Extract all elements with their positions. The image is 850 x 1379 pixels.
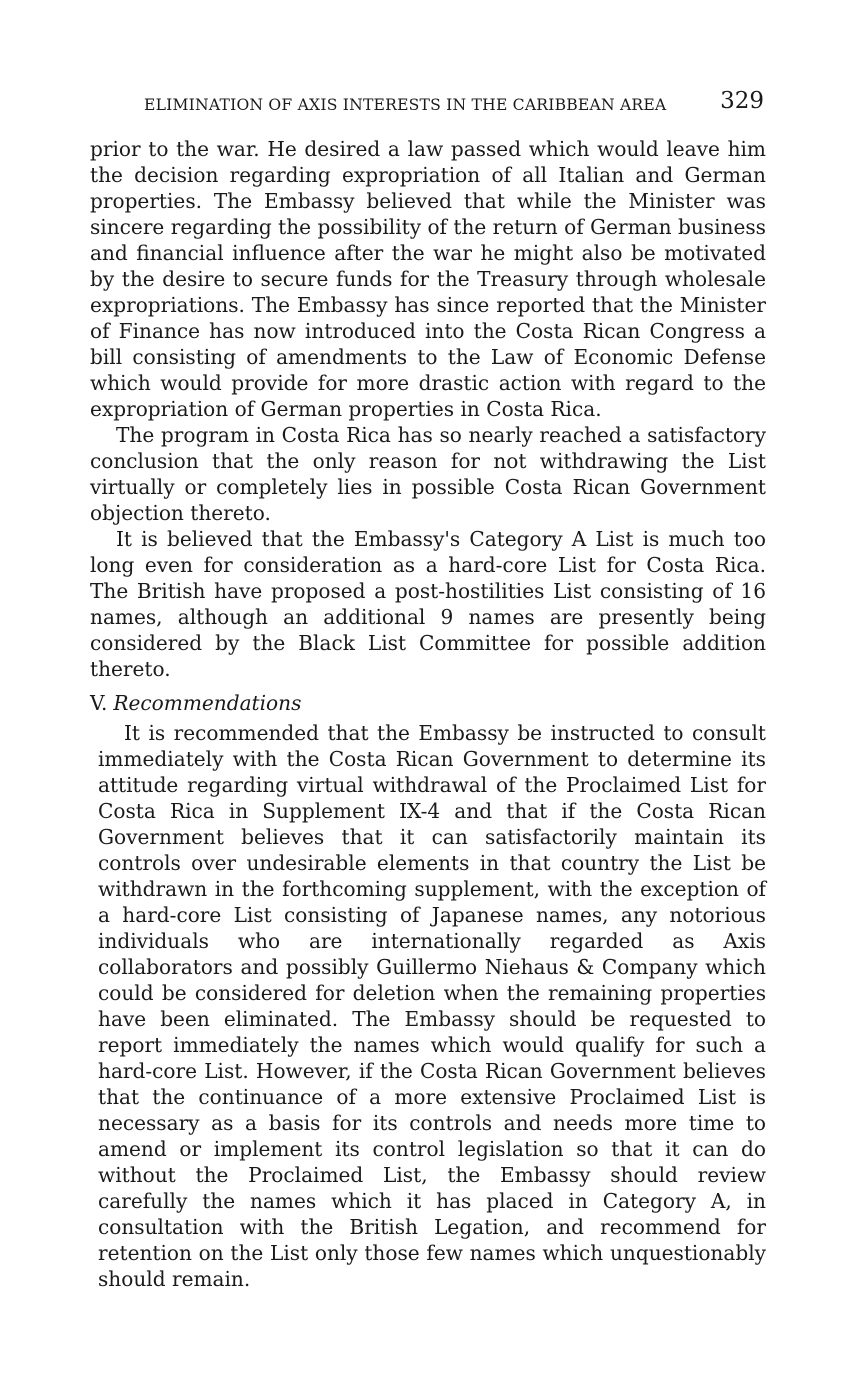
- page-number: 329: [720, 88, 764, 114]
- section-title: Recommendations: [113, 691, 302, 715]
- paragraph-recommendation: It is recommended that the Embassy be instructed to consult immediately with the Costa Rican Government to determine its attitude regarding virtual withdrawal of the Proclaimed List for Costa Rica in Supplement IX-4 and that if the Costa Rican Government believes that it can satisfactorily maintain its controls over undesirable elements in that country the List be withdrawn in the forthcoming supplement, with the exception of a hard-core List consisting of Japanese names, any notorious individuals who are internationally regarded as Axis collaborators and possibly Guillermo Niehaus & Company which could be considered for deletion when the remaining properties have been eliminated. The Embassy should be requested to report immediately the names which would qualify for such a hard-core List. However, if the Costa Rican Government believes that the continuance of a more extensive Proclaimed List is necessary as a basis for its controls and needs more time to amend or implement its control legislation so that it can do without the Proclaimed List, the Embassy should review carefully the names which it has placed in Category A, in consultation with the British Legation, and recommend for retention on the List only those few names which unquestionably should remain.: [98, 721, 766, 1291]
- running-header: [92, 88, 766, 122]
- paragraph-continuation: prior to the war. He desired a law passed which would leave him the decision regarding expropriation of all Italian and German properties. The Embassy believed that while the Minister was sincere regarding the possibility of the return of German business and financial influence after the war he might also be motivated by the desire to secure funds for the Treasury through wholesale expropriations. The Embassy has since reported that the Minister of Finance has now introduced into the Costa Rican Congress a bill consisting of amendments to the Law of Economic Defense which would provide for more drastic action with regard to the expropriation of German properties in Costa Rica.: [90, 137, 766, 421]
- recommendation-block: [90, 720, 766, 1292]
- paragraph-program-status: The program in Costa Rica has so nearly reached a satisfactory conclusion that the only reason for not withdrawing the List virtually or completely lies in possible Costa Rican Government objection thereto.: [90, 423, 766, 525]
- section-heading: [90, 690, 766, 716]
- body-text: [90, 136, 766, 1292]
- running-title: ELIMINATION OF AXIS INTERESTS IN THE CARIBBEAN AREA: [144, 96, 667, 114]
- paragraph-category-a-list: It is believed that the Embassy's Category A List is much too long even for consideration as a hard-core List for Costa Rica. The British have proposed a post-hostilities List consisting of 16 names, although an additional 9 names are presently being considered by the Black List Committee for possible addition thereto.: [90, 527, 766, 681]
- section-number: V.: [90, 691, 108, 715]
